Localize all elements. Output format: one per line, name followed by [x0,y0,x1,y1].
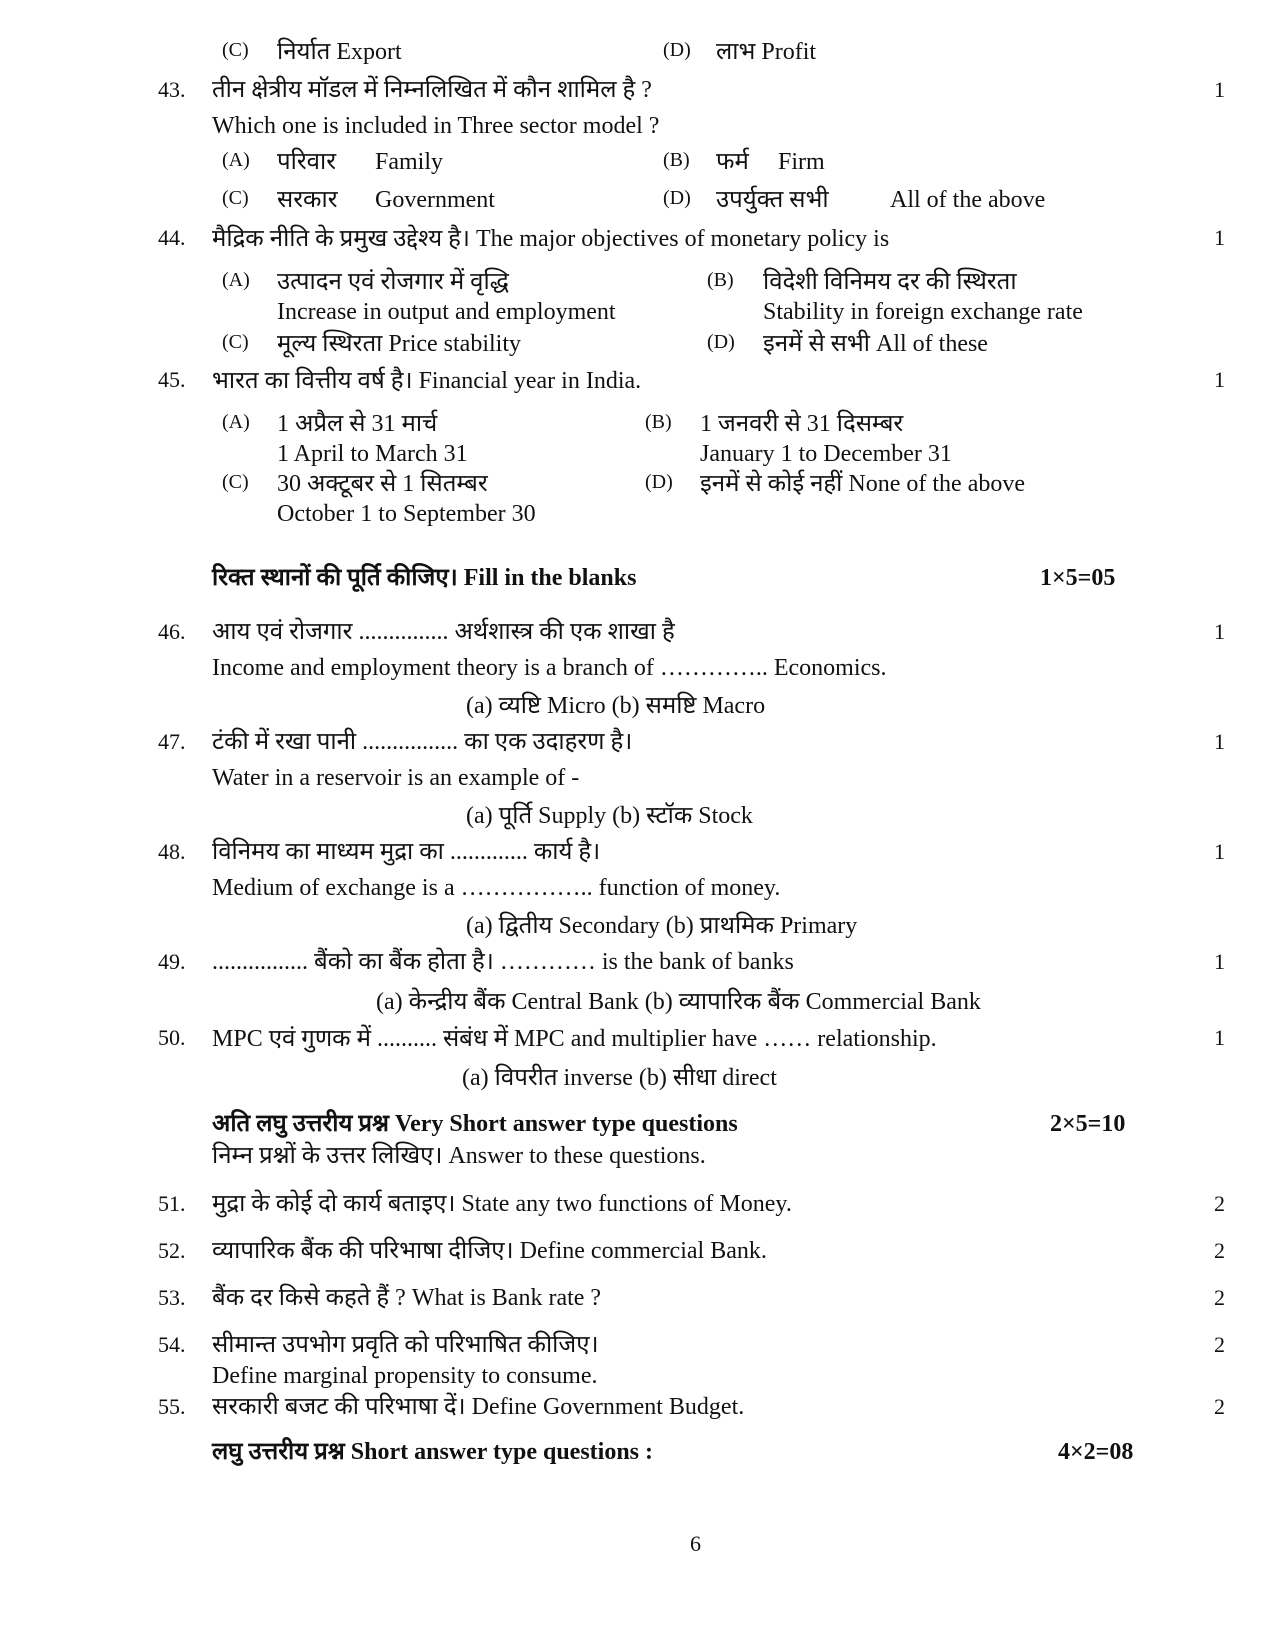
section-instruction: निम्न प्रश्नों के उत्तर लिखिए। Answer to these questions. [212,1143,706,1169]
question-text-hindi: सीमान्त उपभोग प्रवृति को परिभाषित कीजिए। [212,1332,599,1358]
question-text-hindi: विनिमय का माध्यम मुद्रा का ............. कार्य है। [212,839,601,865]
option-english: All of the above [890,187,1046,213]
option-letter: (C) [222,187,249,209]
question-marks: 1 [1214,619,1225,644]
question-marks: 2 [1214,1332,1225,1357]
question-text-english: Medium of exchange is a …………….. function of money. [212,875,781,901]
section-marks: 4×2=08 [1058,1439,1134,1465]
option-letter: (A) [222,149,250,171]
answer-choices: (a) द्वितीय Secondary (b) प्राथमिक Primary [466,913,858,939]
question-number: 49. [158,949,186,974]
option-english: 1 April to March 31 [277,441,468,467]
option-english: Firm [778,149,825,175]
option-letter: (B) [707,269,734,291]
option-letter: (B) [663,149,690,171]
option-hindi: 30 अक्टूबर से 1 सितम्बर [277,471,488,497]
question-text: MPC एवं गुणक में .......... संबंध में MPC and multiplier have …… relationship. [212,1026,937,1052]
answer-choices: (a) केन्द्रीय बैंक Central Bank (b) व्यापारिक बैंक Commercial Bank [376,989,981,1015]
question-text: बैंक दर किसे कहते हैं ? What is Bank rate ? [212,1285,602,1311]
question-number: 44. [158,225,186,250]
question-marks: 2 [1214,1394,1225,1419]
question-text-english: Water in a reservoir is an example of - [212,765,580,791]
question-number: 55. [158,1394,186,1419]
page-number: 6 [690,1531,701,1556]
option-english: October 1 to September 30 [277,501,536,527]
option-text: लाभ Profit [716,39,817,65]
option-hindi: उत्पादन एवं रोजगार में वृद्धि [277,269,509,295]
option-letter: (D) [663,39,691,61]
option-letter: (A) [222,269,250,291]
question-text-hindi: आय एवं रोजगार ............... अर्थशास्त्र की एक शाखा है [212,619,675,645]
question-number: 47. [158,729,186,754]
option-text: मूल्य स्थिरता Price stability [277,331,522,357]
section-heading: अति लघु उत्तरीय प्रश्न Very Short answer type questions [212,1111,738,1137]
question-number: 51. [158,1191,186,1216]
option-english: Family [375,149,444,175]
question-number: 50. [158,1025,186,1050]
option-letter: (C) [222,471,249,493]
section-marks: 1×5=05 [1040,565,1116,591]
section-marks: 2×5=10 [1050,1111,1126,1137]
option-english: Increase in output and employment [277,299,616,325]
question-number: 53. [158,1285,186,1310]
answer-choices: (a) विपरीत inverse (b) सीधा direct [462,1065,777,1091]
option-letter: (C) [222,331,249,353]
question-text-hindi: तीन क्षेत्रीय मॉडल में निम्नलिखित में कौन शामिल है ? [212,77,652,103]
question-text-english: Income and employment theory is a branch of ………….. Economics. [212,655,887,681]
question-text: ................ बैंको का बैंक होता है। ………… is the bank of banks [212,949,794,975]
question-text-english: Which one is included in Three sector model ? [212,113,660,139]
section-heading: रिक्त स्थानों की पूर्ति कीजिए। Fill in the blanks [212,565,637,591]
option-text: इनमें से कोई नहीं None of the above [700,471,1025,497]
question-text: मैद्रिक नीति के प्रमुख उद्देश्य है। The major objectives of monetary policy is [212,226,890,252]
option-letter: (C) [222,39,249,61]
option-english: January 1 to December 31 [700,441,952,467]
question-number: 48. [158,839,186,864]
option-letter: (A) [222,411,250,433]
answer-choices: (a) व्यष्टि Micro (b) समष्टि Macro [466,693,766,719]
option-english: Government [375,187,495,213]
question-marks: 1 [1214,77,1225,102]
question-marks: 1 [1214,839,1225,864]
answer-choices: (a) पूर्ति Supply (b) स्टॉक Stock [466,803,753,829]
option-hindi: 1 जनवरी से 31 दिसम्बर [700,411,904,437]
option-letter: (D) [663,187,691,209]
question-marks: 2 [1214,1285,1225,1310]
option-english: Stability in foreign exchange rate [763,299,1083,325]
section-heading: लघु उत्तरीय प्रश्न Short answer type questions : [212,1439,654,1465]
question-text: व्यापारिक बैंक की परिभाषा दीजिए। Define commercial Bank. [212,1238,767,1264]
question-marks: 2 [1214,1238,1225,1263]
question-marks: 1 [1214,949,1225,974]
question-text: भारत का वित्तीय वर्ष है। Financial year in India. [212,368,642,394]
option-letter: (D) [645,471,673,493]
question-number: 43. [158,77,186,102]
question-marks: 2 [1214,1191,1225,1216]
option-hindi: सरकार [277,187,338,213]
question-marks: 1 [1214,225,1225,250]
question-marks: 1 [1214,367,1225,392]
option-text: निर्यात Export [277,39,402,65]
question-number: 45. [158,367,186,392]
question-number: 52. [158,1238,186,1263]
question-number: 46. [158,619,186,644]
question-number: 54. [158,1332,186,1357]
question-text-hindi: टंकी में रखा पानी ................ का एक उदाहरण है। [212,729,633,755]
question-text: सरकारी बजट की परिभाषा दें। Define Government Budget. [212,1394,745,1420]
option-hindi: परिवार [277,149,337,175]
question-marks: 1 [1214,1025,1225,1050]
question-text: मुद्रा के कोई दो कार्य बताइए। State any two functions of Money. [212,1191,792,1217]
option-text: इनमें से सभी All of these [763,331,988,357]
question-marks: 1 [1214,729,1225,754]
option-hindi: 1 अप्रैल से 31 मार्च [277,411,438,437]
option-letter: (B) [645,411,672,433]
option-hindi: विदेशी विनिमय दर की स्थिरता [763,269,1017,295]
option-hindi: उपर्युक्त सभी [716,187,829,213]
option-letter: (D) [707,331,735,353]
option-hindi: फर्म [716,149,749,175]
question-text-english: Define marginal propensity to consume. [212,1363,598,1389]
